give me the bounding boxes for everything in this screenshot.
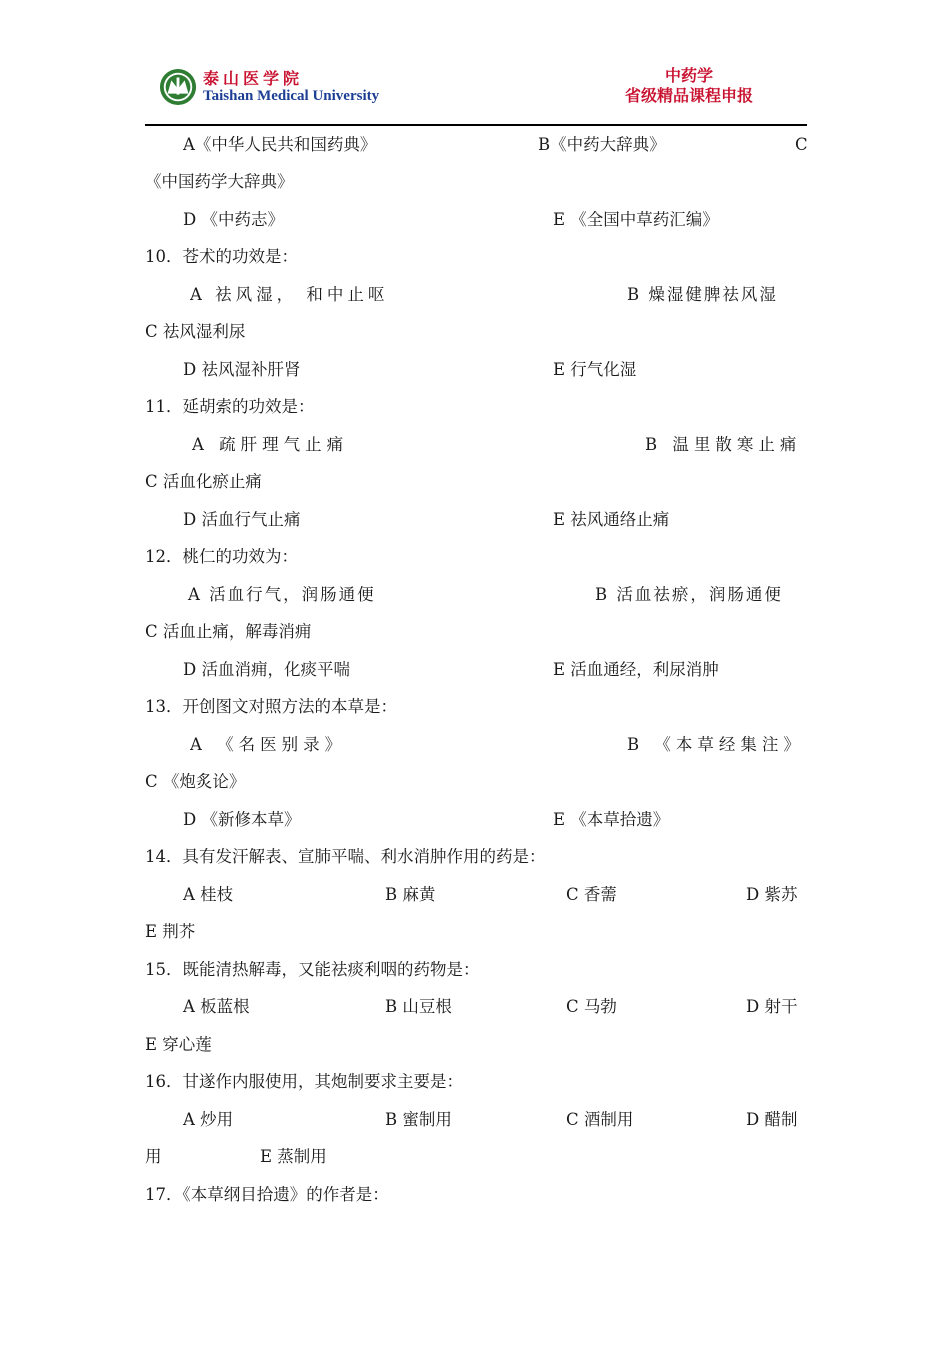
q11-option-d: D 活血行气止痛 (183, 510, 301, 529)
q15-option-a: A 板蓝根 (183, 997, 250, 1016)
q10-stem: 10．苍术的功效是： (145, 247, 298, 266)
q9-option-a: A《中华人民共和国药典》 (183, 135, 377, 154)
q14-option-e: E 荆芥 (145, 922, 196, 941)
q10-option-a: A 祛风湿， 和中止呕 (190, 285, 389, 304)
q14-option-b: B 麻黄 (385, 885, 436, 904)
q11-option-b: B 温里散寒止痛 (645, 435, 802, 454)
q15-option-d: D 射干 (746, 997, 798, 1016)
q16-option-c: C 酒制用 (566, 1110, 634, 1129)
q12-option-a: A 活血行气，润肠通便 (188, 585, 376, 604)
header-divider (145, 124, 807, 126)
q12-option-d: D 活血消痈，化痰平喘 (183, 660, 350, 679)
q16-stem: 16．甘遂作内服使用，其炮制要求主要是： (145, 1072, 463, 1091)
q11-stem: 11．延胡索的功效是： (145, 397, 315, 416)
q16-option-a: A 炒用 (183, 1110, 234, 1129)
q9-option-e: E 《全国中草药汇编》 (553, 210, 719, 229)
q16-option-b: B 蜜制用 (385, 1110, 452, 1129)
q11-option-a: A 疏肝理气止痛 (192, 435, 349, 454)
q14-option-d: D 紫苏 (746, 885, 798, 904)
q15-option-e: E 穿心莲 (145, 1035, 212, 1054)
university-name-cn: 泰山医学院 (203, 69, 304, 88)
course-title-line2: 省级精品课程申报 (624, 86, 753, 105)
q10-option-e: E 行气化湿 (553, 360, 637, 379)
q16-option-d: D 醋制 (746, 1110, 798, 1129)
q10-option-d: D 祛风湿补肝肾 (183, 360, 301, 379)
q12-stem: 12．桃仁的功效为： (145, 547, 298, 566)
university-logo-icon (159, 68, 197, 106)
q13-option-e: E 《本草拾遗》 (553, 810, 670, 829)
course-title (589, 66, 789, 106)
q15-option-b: B 山豆根 (385, 997, 452, 1016)
q12-option-b: B 活血祛瘀，润肠通便 (595, 585, 783, 604)
q15-stem: 15．既能清热解毒，又能祛痰利咽的药物是： (145, 960, 480, 979)
q11-option-e: E 祛风通络止痛 (553, 510, 670, 529)
q13-option-d: D 《新修本草》 (183, 810, 301, 829)
q14-option-a: A 桂枝 (183, 885, 234, 904)
page-header (145, 60, 807, 124)
q9-option-b: B《中药大辞典》 (538, 135, 666, 154)
q9-option-c: C (795, 135, 808, 154)
q17-stem: 17．《本草纲目拾遗》的作者是： (145, 1185, 389, 1204)
q10-option-b: B 燥湿健脾祛风湿 (627, 285, 778, 304)
course-title-line1: 中药学 (664, 66, 713, 85)
q10-option-c: C 祛风湿利尿 (145, 322, 246, 341)
q14-stem: 14．具有发汗解表、宣肺平喘、利水消肿作用的药是： (145, 847, 546, 866)
q14-option-c: C 香薷 (566, 885, 617, 904)
university-name-en: Taishan Medical University (203, 88, 380, 104)
q15-option-c: C 马勃 (566, 997, 617, 1016)
q16-option-d-cont: 用 (145, 1147, 162, 1166)
q13-stem: 13．开创图文对照方法的本草是： (145, 697, 397, 716)
q11-option-c: C 活血化瘀止痛 (145, 472, 262, 491)
q13-option-a: A 《名医别录》 (190, 735, 347, 754)
q12-option-e: E 活血通经，利尿消肿 (553, 660, 719, 679)
q9-option-d: D 《中药志》 (183, 210, 284, 229)
q16-option-e: E 蒸制用 (260, 1147, 327, 1166)
q12-option-c: C 活血止痛，解毒消痈 (145, 622, 312, 641)
q9-option-c-cont: 《中国药学大辞典》 (145, 172, 294, 191)
q13-option-b: B 《本草经集注》 (627, 735, 805, 754)
q13-option-c: C 《炮炙论》 (145, 772, 246, 791)
